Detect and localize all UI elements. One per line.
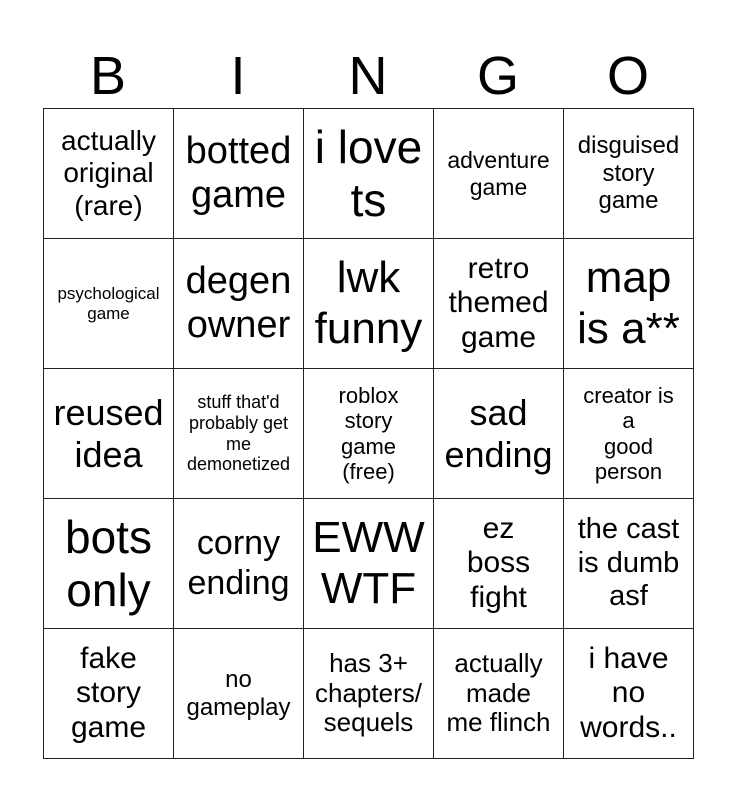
bingo-cell-label: the cast is dumb asf — [577, 513, 680, 613]
bingo-cell[interactable] — [563, 238, 694, 369]
bingo-cell[interactable] — [173, 108, 304, 239]
bingo-cell[interactable] — [433, 628, 564, 759]
title-letter-g: G — [476, 46, 519, 106]
bingo-grid — [43, 108, 693, 757]
bingo-cell-label: bots only — [65, 510, 152, 616]
bingo-cell[interactable] — [563, 368, 694, 499]
bingo-cell-label: ez boss fight — [466, 511, 531, 614]
bingo-cell-label: lwk funny — [314, 252, 423, 353]
bingo-cell-label: reused idea — [53, 392, 164, 475]
bingo-cell[interactable] — [303, 628, 434, 759]
title-letter-b: B — [89, 46, 127, 106]
bingo-cell-label: disguised story game — [577, 132, 680, 215]
bingo-cell-label: psychological game — [57, 283, 160, 323]
bingo-cell[interactable] — [173, 628, 304, 759]
bingo-cell[interactable] — [303, 368, 434, 499]
bingo-cell[interactable] — [43, 368, 174, 499]
bingo-cell-label: EWW WTF — [312, 512, 425, 613]
bingo-cell-label: map is a** — [577, 252, 680, 353]
bingo-cell[interactable] — [173, 238, 304, 369]
bingo-cell[interactable] — [173, 498, 304, 629]
bingo-cell[interactable] — [43, 498, 174, 629]
bingo-cell[interactable] — [43, 628, 174, 759]
bingo-cell-label: i have no words.. — [580, 641, 677, 744]
bingo-cell-label: roblox story game (free) — [338, 382, 399, 484]
bingo-cell[interactable] — [303, 238, 434, 369]
bingo-cell[interactable] — [563, 628, 694, 759]
title-letter-o: O — [606, 46, 649, 106]
bingo-cell[interactable] — [433, 368, 564, 499]
bingo-cell-label: fake story game — [70, 641, 147, 744]
bingo-cell-label: botted game — [185, 129, 292, 216]
bingo-cell[interactable] — [433, 238, 564, 369]
bingo-cell[interactable] — [563, 498, 694, 629]
bingo-cell-label: retro themed game — [448, 251, 549, 354]
bingo-cell[interactable] — [433, 498, 564, 629]
bingo-cell-label: actually made me flinch — [446, 647, 551, 738]
bingo-cell-label: has 3+ chapters/ sequels — [315, 647, 422, 738]
bingo-cell-label: sad ending — [444, 392, 553, 475]
title-letter-i: I — [230, 46, 246, 106]
bingo-cell-label: actually original (rare) — [61, 125, 156, 221]
bingo-cell-label: i love ts — [314, 120, 423, 226]
bingo-cell-label: degen owner — [185, 259, 292, 346]
bingo-cell-label: stuff that'd probably get me demonetized — [186, 392, 291, 475]
title-letter-n: N — [348, 46, 388, 106]
bingo-cell-label: corny ending — [187, 524, 290, 602]
bingo-cell[interactable] — [563, 108, 694, 239]
bingo-title — [43, 46, 693, 106]
bingo-cell-label: creator is a good person — [583, 382, 674, 484]
bingo-cell[interactable] — [303, 498, 434, 629]
bingo-cell[interactable] — [433, 108, 564, 239]
bingo-cell-label: adventure game — [447, 147, 550, 200]
bingo-cell[interactable] — [43, 238, 174, 369]
bingo-cell[interactable] — [43, 108, 174, 239]
bingo-cell-label: no gameplay — [186, 665, 291, 721]
bingo-cell[interactable] — [173, 368, 304, 499]
bingo-cell[interactable] — [303, 108, 434, 239]
